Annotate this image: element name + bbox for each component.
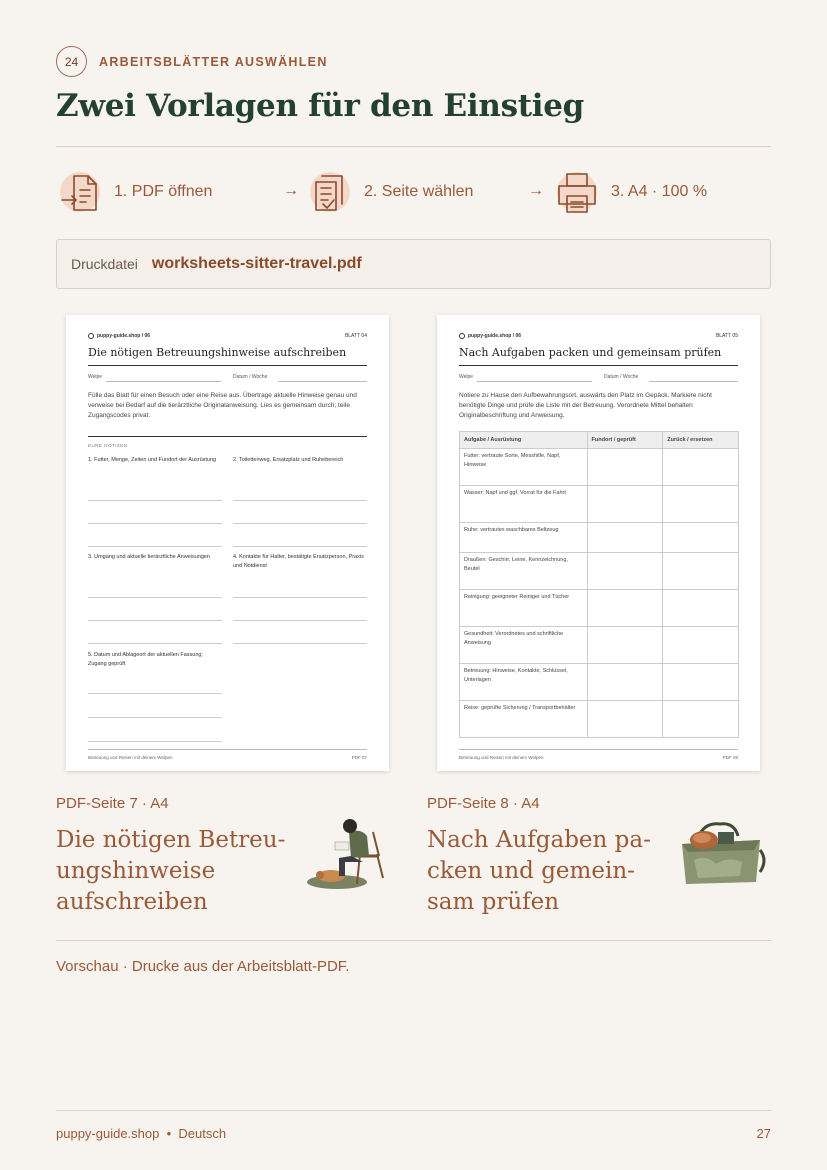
page-title: Zwei Vorlagen für den Einstieg	[56, 88, 585, 124]
printer-icon	[553, 168, 601, 216]
person-writing-with-dog-illustration	[305, 812, 390, 897]
pdf-open-icon	[56, 168, 104, 216]
field-puppy: Welpe	[459, 374, 474, 380]
print-file-label: Druckdatei	[71, 256, 138, 272]
arrow-right-icon: →	[528, 182, 544, 199]
worksheet-preview-2[interactable]	[437, 315, 760, 771]
footer-site: puppy-guide.shop • Deutsch	[56, 1126, 227, 1141]
sheet-intro: Fülle das Blatt für einen Besuch oder eine Reise aus. Übertrage aktuelle Hinweise genau und verweise bei Bedarf auf die tierärztliche Originalanweisung. Lies es gemeinsam durch; teile Zugangscodes privat.	[88, 392, 357, 419]
sheet-brand: puppy-guide.shop / 06	[97, 333, 151, 339]
print-file-box	[56, 239, 771, 289]
page-select-icon	[306, 168, 354, 216]
divider	[56, 940, 771, 941]
sheet-footer-text: Betreuung und Reisen mit deinem Welpen	[88, 755, 173, 760]
question-2: 2. Toilettenweg, Ersatzplatz und Ruhebereich	[233, 456, 367, 465]
packed-travel-bag-illustration	[676, 820, 766, 895]
brand-icon	[459, 333, 465, 339]
table-row: Reinigung: geeigneter Reiniger und Tücher	[460, 590, 739, 627]
sheet-footer-page: PDF 08	[722, 755, 738, 760]
table-row: Gesundheit: Verordnetes und schriftliche Anweisung	[460, 627, 739, 664]
step-label: 3. A4 · 100 %	[611, 183, 708, 200]
brand-icon	[88, 333, 94, 339]
caption-meta-2: PDF-Seite 8 · A4	[427, 795, 540, 812]
table-row: Reise: geprüfte Sicherung / Transportbehälter	[460, 701, 739, 738]
sheet-brand: puppy-guide.shop / 06	[468, 333, 522, 339]
question-4: 4. Kontakte für Halter, bestätigte Ersatzperson, Praxis und Notdienst	[233, 553, 367, 571]
divider	[56, 1110, 771, 1111]
section-number: 24	[56, 46, 87, 77]
table-header: Aufgabe / Ausrüstung	[460, 432, 588, 449]
step-label: 2. Seite wählen	[364, 183, 474, 200]
sheet-number: BLATT 05	[715, 333, 738, 339]
table-header: Zurück / ersetzen	[663, 432, 739, 449]
step-print	[553, 168, 707, 216]
sheet-footer-page: PDF 07	[351, 755, 367, 760]
packing-table	[459, 431, 739, 738]
sheet-title: Die nötigen Betreuungshinweise aufschreiben	[88, 346, 367, 366]
caption-title-1: Die nötigen Betreu- ungshinweise aufschreiben	[56, 827, 286, 915]
step-select-page	[306, 168, 473, 216]
question-1: 1. Futter, Menge, Zeiten und Fundort der Ausrüstung	[88, 456, 222, 465]
steps-row	[56, 168, 771, 216]
question-3: 3. Umgang und aktuelle tierärztliche Anweisungen	[88, 553, 222, 562]
field-date: Datum / Woche	[604, 374, 639, 380]
table-row: Futter: vertraute Sorte, Messhilfe, Napf, Hinweise	[460, 449, 739, 486]
divider	[56, 146, 771, 147]
caption-meta-1: PDF-Seite 7 · A4	[56, 795, 169, 812]
question-5: 5. Datum und Ablageort der aktuellen Fassung; Zugang geprüft	[88, 651, 222, 669]
field-date: Datum / Woche	[233, 374, 268, 380]
preview-note: Vorschau · Drucke aus der Arbeitsblatt-PDF.	[56, 958, 350, 975]
print-file-name[interactable]: worksheets-sitter-travel.pdf	[151, 255, 362, 272]
sheet-intro: Notiere zu Hause den Aufbewahrungsort, auswärts den Platz im Gepäck. Markiere nicht benötigte Dinge und prüfe die Liste mit der Betreuung. Verordnete Mittel behalten Originalbeschriftung und Anweisung.	[459, 392, 712, 419]
arrow-right-icon: →	[283, 182, 299, 199]
section-label: ARBEITSBLÄTTER AUSWÄHLEN	[99, 54, 328, 69]
section-header	[56, 46, 328, 77]
sheet-title: Nach Aufgaben packen und gemeinsam prüfen	[459, 346, 738, 366]
table-row: Ruhe: vertrautes waschbares Beltzeug	[460, 523, 739, 553]
step-open-pdf	[56, 168, 212, 216]
sheet-number: BLATT 04	[344, 333, 367, 339]
notes-label: EURE NOTIZEN	[88, 436, 367, 448]
caption-title-2: Nach Aufgaben pa- cken und gemein- sam prüfen	[427, 827, 651, 915]
page-footer	[56, 1126, 771, 1141]
sheet-footer-text: Betreuung und Reisen mit deinem Welpen	[459, 755, 544, 760]
step-label: 1. PDF öffnen	[114, 183, 213, 200]
worksheet-preview-1[interactable]	[66, 315, 389, 771]
field-puppy: Welpe	[88, 374, 103, 380]
table-row: Betreuung: Hinweise, Kontakte, Schlüssel, Unterlagen	[460, 664, 739, 701]
table-row: Draußen: Geschirr, Leine, Kennzeichnung, Beutel	[460, 553, 739, 590]
page-number: 27	[756, 1126, 771, 1141]
table-header: Fundort / geprüft	[587, 432, 663, 449]
table-row: Wasser: Napf und ggf. Vorrat für die Fahrt	[460, 486, 739, 523]
